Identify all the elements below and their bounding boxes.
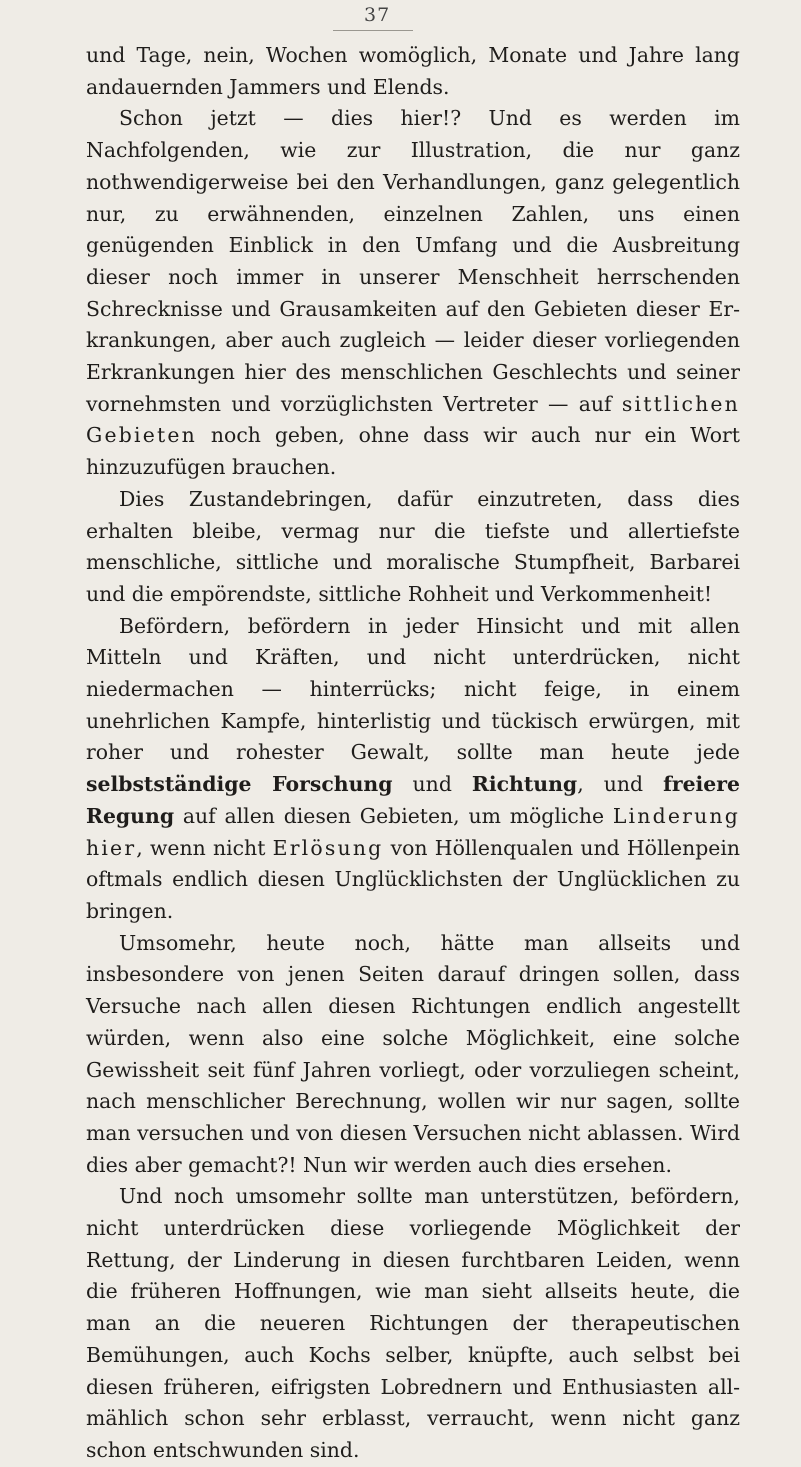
body-text xyxy=(86,40,740,1467)
page-number: 37 xyxy=(364,4,391,26)
bold-text: selbstständige Forschung xyxy=(86,772,393,797)
text-run: Und noch umsomehr sollte man unterstützen, befördern, nicht unterdrücken diese vorliegende Möglichkeit der Rettung, der Linderung in diesen furchtbaren Leiden, wenn die früheren Hoffnungen, wie man sieht allseits heute, die man an die neueren Richtungen der therapeutischen Bemühungen, auch Kochs selber, knüpfte, auch selbst bei diesen früheren, eifrigsten Lobrednern und Enthusiasten allmählich schon sehr erblasst, verraucht, wenn nicht ganz schon entschwunden sind. xyxy=(86,1184,740,1462)
header-rule xyxy=(333,30,413,31)
spaced-emphasis-text: Erlösung xyxy=(272,835,384,860)
text-run: , wenn nicht xyxy=(136,835,273,860)
text-run: auf allen diesen Gebieten, um mögliche xyxy=(174,803,613,828)
paragraph xyxy=(86,40,740,103)
spaced-emphasis-text: sittlichen Gebieten xyxy=(86,391,740,448)
text-run: und Tage, nein, Wochen womöglich, Monate und Jahre lang andauernden Jammers und Elends. xyxy=(86,43,740,99)
paragraph xyxy=(86,928,740,1182)
spaced-emphasis-text: Linderung hier xyxy=(86,803,740,860)
paragraph xyxy=(86,1181,740,1466)
bold-text: Richtung xyxy=(471,772,578,797)
text-run: von Höllenqualen und Höllenpein oftmals endlich diesen Unglücklichsten der Unglücklichen zu bringen. xyxy=(86,835,740,923)
paragraph xyxy=(86,611,740,928)
paragraph xyxy=(86,484,740,611)
text-run: Schon jetzt — dies hier!? Und es werden im Nachfolgenden, wie zur Illustration, die nur ganz nothwendigerweise bei den Verhandlungen, ganz gelegentlich nur, zu erwähnenden, einzelnen Zahlen, uns einen genügenden Einblick in den Umfang und die Ausbreitung dieser noch immer in unserer Menschheit herrschenden Schrecknisse und Grausamkeiten auf den Gebieten dieser Erkrankungen, aber auch zugleich — leider dieser vorliegenden Erkrankungen hier des menschlichen Geschlechts und seiner vornehmsten und vorzüglichsten Vertreter — auf xyxy=(86,106,740,416)
text-run: Dies Zustandebringen, dafür einzutreten, dass dies erhalten bleibe, vermag nur die tiefste und allertiefste menschliche, sittliche und moralische Stumpfheit, Barbarei und die empörendste, sittliche Rohheit und Verkommenheit! xyxy=(86,486,740,606)
text-run: , und xyxy=(577,772,664,797)
text-run: noch geben, ohne dass wir auch nur ein Wort hinzuzufügen brauchen. xyxy=(86,423,740,480)
text-run: Umsomehr, heute noch, hätte man allseits und insbesondere von jenen Seiten darauf dringen sollen, dass Versuche nach allen diesen Richtungen endlich angestellt würden, wenn also eine solche Möglichkeit, eine solche Gewissheit seit fünf Jahren vorliegt, oder vorzuliegen scheint, nach menschlicher Berechnung, wollen wir nur sagen, sollte man versuchen und von diesen Versuchen nicht ablassen. Wird dies aber gemacht?! Nun wir werden auch dies ersehen. xyxy=(86,930,740,1177)
text-run: Befördern, befördern in jeder Hinsicht und mit allen Mitteln und Kräften, und nicht unterdrücken, nicht niedermachen — hinterrücks; nicht feige, in einem unehrlichen Kampfe, hinterlistig und tückisch erwürgen, mit roher und rohester Gewalt, sollte man heute jede xyxy=(86,613,740,765)
bold-text: freiere Regung xyxy=(86,772,740,828)
paragraph xyxy=(86,103,740,483)
text-run: und xyxy=(392,772,472,797)
